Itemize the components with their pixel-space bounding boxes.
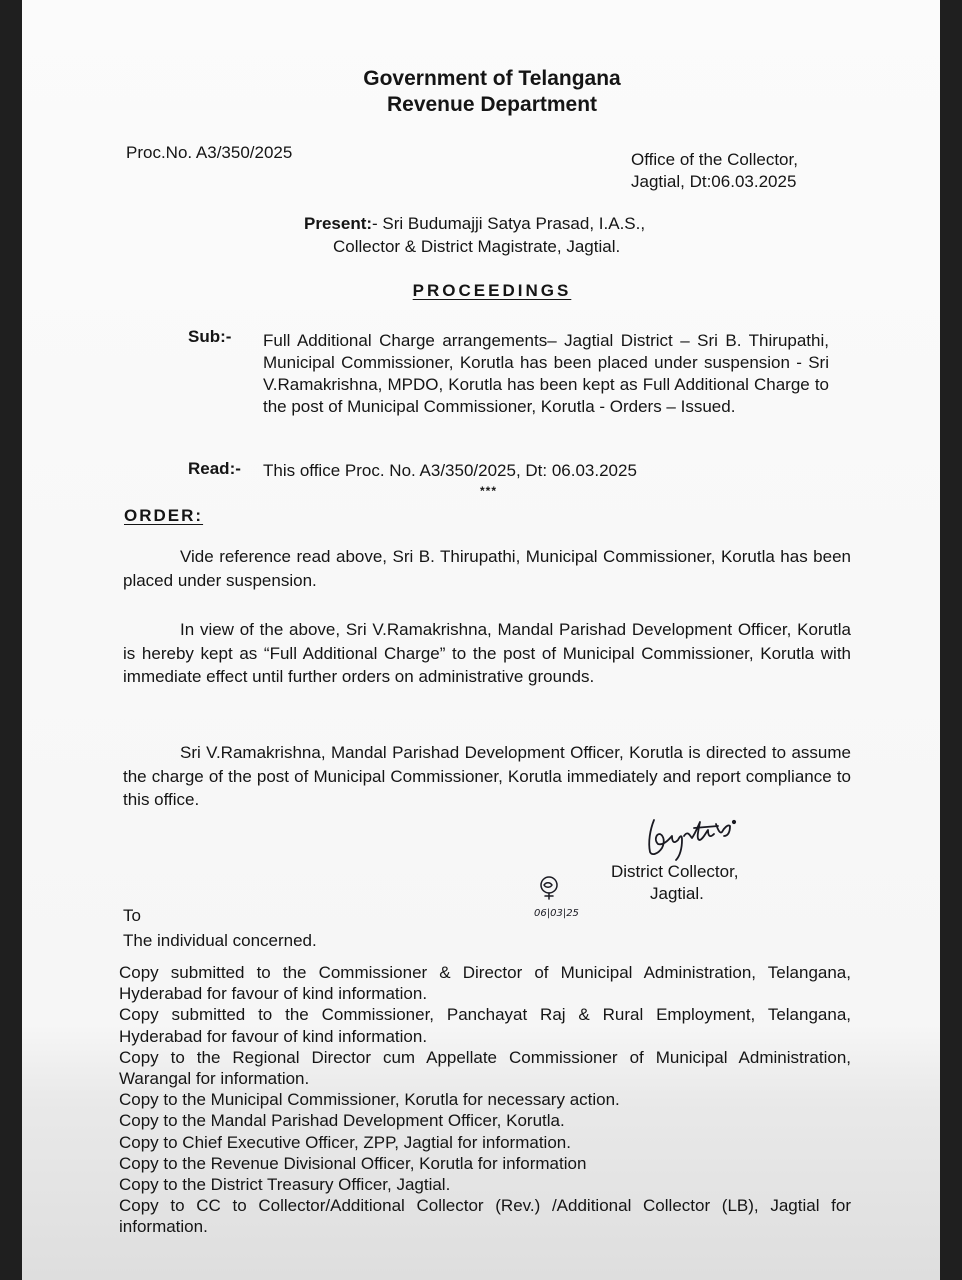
- copy-item: Copy to the Municipal Commissioner, Korutla for necessary action.: [119, 1090, 620, 1110]
- collector-signature: [632, 806, 742, 864]
- document-page: [22, 0, 940, 1280]
- to-label: To: [123, 906, 141, 925]
- copy-item: Copy to CC to Collector/Additional Collector (Rev.) /Additional Collector (LB), Jagtial for information.: [119, 1196, 851, 1237]
- order-heading: ORDER:: [124, 506, 204, 525]
- present-label: Present:: [304, 214, 373, 233]
- read-label: Read:-: [188, 459, 241, 478]
- signatory-block: [611, 861, 739, 905]
- proceedings-title: PROCEEDINGS: [412, 281, 572, 300]
- office-block: [631, 149, 798, 193]
- copy-item: Copy to the Regional Director cum Appellate Commissioner of Municipal Administration, Warangal for information.: [119, 1047, 851, 1089]
- copy-item: Copy to the Revenue Divisional Officer, Korutla for information: [119, 1153, 587, 1173]
- present-designation: Collector & District Magistrate, Jagtial.: [333, 237, 621, 256]
- office-line: Office of the Collector,: [631, 150, 798, 169]
- present-block: [304, 212, 645, 258]
- subject-text: Full Additional Charge arrangements– Jagtial District – Sri B. Thirupathi, Municipal Commissioner, Korutla has been placed under suspension - Sri V.Ramakrishna, MPDO, Korutla has been kept as Full Additional Charge to the post of Municipal Commissioner, Korutla - Orders – Issued.: [263, 331, 829, 416]
- copy-item: Copy to Chief Executive Officer, ZPP, Jagtial for information.: [119, 1132, 571, 1152]
- signatory-designation: District Collector,: [611, 862, 739, 881]
- order-paragraph: Sri V.Ramakrishna, Mandal Parishad Development Officer, Korutla is directed to assume the charge of the post of Municipal Commissioner, Korutla immediately and report compliance to this office.: [123, 743, 851, 809]
- copy-item: Copy to the District Treasury Officer, Jagtial.: [119, 1175, 451, 1195]
- copy-item: Copy submitted to the Commissioner & Director of Municipal Administration, Telangana, Hyderabad for favour of kind information.: [119, 963, 851, 1004]
- office-date: Jagtial, Dt:06.03.2025: [631, 172, 797, 191]
- copy-list: [119, 962, 851, 1238]
- signatory-place: Jagtial.: [650, 884, 704, 903]
- letterhead: [22, 66, 940, 118]
- separator: ***: [480, 484, 498, 498]
- government-name: Government of Telangana: [363, 67, 621, 90]
- addressee-name: The individual concerned.: [123, 931, 317, 950]
- read-reference: This office Proc. No. A3/350/2025, Dt: 06.03.2025: [263, 461, 637, 480]
- svg-text:06|03|25: 06|03|25: [534, 908, 579, 919]
- proc-number: Proc.No. A3/350/2025: [126, 143, 293, 162]
- initials-stamp: [530, 874, 600, 922]
- subject-label: Sub:-: [188, 327, 232, 346]
- addressee-block: [123, 903, 317, 953]
- copy-item: Copy to the Mandal Parishad Development Officer, Korutla.: [119, 1111, 565, 1131]
- department-name: Revenue Department: [386, 93, 598, 116]
- initials-date-note: [534, 908, 579, 919]
- present-officer: - Sri Budumajji Satya Prasad, I.A.S.,: [372, 214, 646, 233]
- copy-item: Copy submitted to the Commissioner, Panchayat Raj & Rural Employment, Telangana, Hyderabad for favour of kind information.: [119, 1005, 851, 1046]
- order-paragraph: Vide reference read above, Sri B. Thirupathi, Municipal Commissioner, Korutla has been placed under suspension.: [123, 547, 851, 590]
- order-paragraph: In view of the above, Sri V.Ramakrishna, Mandal Parishad Development Officer, Korutla is hereby kept as “Full Additional Charge” to the post of Municipal Commissioner, Korutla with immediate effect until further orders on administrative grounds.: [123, 620, 851, 686]
